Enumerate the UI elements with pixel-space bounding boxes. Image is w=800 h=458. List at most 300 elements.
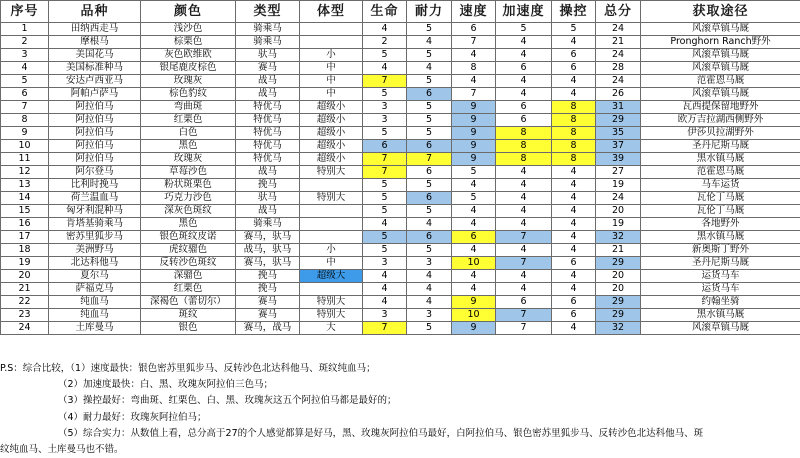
cell-stamina: 6 (407, 166, 452, 179)
cell-breed: 阿尔登马 (49, 166, 141, 179)
cell-acceleration: 6 (496, 62, 552, 75)
cell-speed: 9 (452, 101, 496, 114)
cell-total-score: 35 (596, 127, 641, 140)
cell-total-score: 21 (596, 36, 641, 49)
note-line: （4）耐力最好：玫瑰灰阿拉伯马； (0, 410, 800, 426)
cell-acceleration: 5 (496, 23, 552, 36)
cell-acceleration: 7 (496, 257, 552, 270)
cell-row-number: 15 (1, 205, 49, 218)
table-body (1, 23, 800, 335)
cell-stamina: 7 (407, 153, 452, 166)
header-cell: 操控 (552, 1, 596, 23)
cell-stamina: 5 (407, 322, 452, 335)
cell-handling: 5 (552, 23, 596, 36)
cell-total-score: 28 (596, 62, 641, 75)
cell-health: 3 (363, 101, 407, 114)
cell-horse-type: 战马 (236, 75, 300, 88)
cell-health: 7 (363, 75, 407, 88)
cell-acceleration: 6 (496, 101, 552, 114)
cell-body-size: 大 (300, 322, 363, 335)
cell-acquisition-location: 黑水镇马厩 (641, 231, 800, 244)
cell-row-number: 6 (1, 88, 49, 101)
cell-horse-type: 特优马 (236, 114, 300, 127)
cell-stamina: 4 (407, 296, 452, 309)
cell-acceleration: 7 (496, 309, 552, 322)
cell-handling: 4 (552, 322, 596, 335)
cell-handling: 4 (552, 231, 596, 244)
cell-coat-color: 银色 (141, 322, 236, 335)
cell-handling: 4 (552, 244, 596, 257)
cell-coat-color: 灰色欧维欧 (141, 49, 236, 62)
cell-body-size: 特别大 (300, 309, 363, 322)
header-cell: 品种 (49, 1, 141, 23)
cell-breed: 纯血马 (49, 309, 141, 322)
cell-stamina: 6 (407, 140, 452, 153)
cell-breed: 阿拉伯马 (49, 114, 141, 127)
cell-speed: 4 (452, 270, 496, 283)
cell-breed: 田纳西走马 (49, 23, 141, 36)
cell-handling: 6 (552, 296, 596, 309)
cell-handling: 8 (552, 101, 596, 114)
cell-coat-color: 红栗色 (141, 283, 236, 296)
cell-health: 4 (363, 62, 407, 75)
table-row (1, 88, 800, 101)
cell-health: 3 (363, 257, 407, 270)
cell-breed: 匈牙利混种马 (49, 205, 141, 218)
cell-body-size: 特别大 (300, 192, 363, 205)
cell-total-score: 32 (596, 231, 641, 244)
cell-row-number: 17 (1, 231, 49, 244)
cell-breed: 阿拉伯马 (49, 127, 141, 140)
table-row (1, 75, 800, 88)
cell-body-size: 超级小 (300, 153, 363, 166)
cell-acceleration: 4 (496, 75, 552, 88)
cell-body-size: 超级小 (300, 127, 363, 140)
cell-acceleration: 4 (496, 205, 552, 218)
cell-handling: 4 (552, 88, 596, 101)
header-cell: 类型 (236, 1, 300, 23)
cell-coat-color: 草莓沙色 (141, 166, 236, 179)
table-row (1, 244, 800, 257)
table-row (1, 309, 800, 322)
cell-acceleration: 7 (496, 322, 552, 335)
cell-row-number: 18 (1, 244, 49, 257)
cell-speed: 4 (452, 49, 496, 62)
cell-row-number: 2 (1, 36, 49, 49)
cell-breed: 土库曼马 (49, 322, 141, 335)
cell-acquisition-location: 风滚草镇马厩 (641, 62, 800, 75)
cell-breed: 夏尔马 (49, 270, 141, 283)
cell-horse-type: 骑乘马 (236, 36, 300, 49)
cell-coat-color: 虎纹骝色 (141, 244, 236, 257)
cell-acceleration: 4 (496, 244, 552, 257)
cell-horse-type: 挽马 (236, 270, 300, 283)
cell-acceleration: 8 (496, 140, 552, 153)
cell-body-size (300, 283, 363, 296)
cell-coat-color: 白色 (141, 127, 236, 140)
cell-row-number: 22 (1, 296, 49, 309)
note-line: 纹纯血马、土库曼马也不错。 (0, 442, 800, 458)
cell-coat-color: 巧克力沙色 (141, 192, 236, 205)
cell-body-size: 中 (300, 88, 363, 101)
cell-horse-type: 挽马 (236, 179, 300, 192)
header-cell: 颜色 (141, 1, 236, 23)
cell-total-score: 29 (596, 114, 641, 127)
cell-acquisition-location: 瓦伦丁马厩 (641, 205, 800, 218)
cell-acceleration: 8 (496, 153, 552, 166)
cell-total-score: 24 (596, 192, 641, 205)
cell-speed: 5 (452, 192, 496, 205)
cell-breed: 安达卢西亚马 (49, 75, 141, 88)
cell-handling: 8 (552, 127, 596, 140)
cell-speed: 4 (452, 283, 496, 296)
cell-handling: 4 (552, 75, 596, 88)
cell-health: 2 (363, 36, 407, 49)
cell-health: 7 (363, 322, 407, 335)
cell-handling: 6 (552, 49, 596, 62)
cell-stamina: 5 (407, 101, 452, 114)
cell-health: 5 (363, 179, 407, 192)
cell-breed: 美洲野马 (49, 244, 141, 257)
cell-coat-color: 弯曲斑 (141, 101, 236, 114)
cell-speed: 10 (452, 257, 496, 270)
cell-body-size (300, 23, 363, 36)
cell-health: 7 (363, 166, 407, 179)
cell-row-number: 1 (1, 23, 49, 36)
cell-horse-type: 赛马，战马 (236, 322, 300, 335)
cell-body-size (300, 179, 363, 192)
cell-coat-color: 棕栗色 (141, 36, 236, 49)
table-row (1, 322, 800, 335)
cell-breed: 北达科他马 (49, 257, 141, 270)
cell-health: 6 (363, 140, 407, 153)
cell-acquisition-location: 风滚草镇马厩 (641, 23, 800, 36)
cell-body-size: 特别大 (300, 166, 363, 179)
cell-stamina: 5 (407, 127, 452, 140)
cell-stamina: 5 (407, 114, 452, 127)
cell-total-score: 21 (596, 244, 641, 257)
cell-breed: 阿帕卢萨马 (49, 88, 141, 101)
cell-horse-type: 战马 (236, 205, 300, 218)
cell-acquisition-location: 马车运货 (641, 179, 800, 192)
cell-handling: 6 (552, 62, 596, 75)
cell-total-score: 26 (596, 88, 641, 101)
cell-speed: 4 (452, 205, 496, 218)
cell-stamina: 6 (407, 88, 452, 101)
cell-acceleration: 6 (496, 114, 552, 127)
cell-body-size (300, 218, 363, 231)
cell-acquisition-location: 各地野外 (641, 218, 800, 231)
cell-acquisition-location: 瓦西提保留地野外 (641, 101, 800, 114)
cell-handling: 8 (552, 153, 596, 166)
cell-breed: 阿拉伯马 (49, 153, 141, 166)
cell-handling: 8 (552, 140, 596, 153)
table-row (1, 101, 800, 114)
cell-row-number: 9 (1, 127, 49, 140)
table-row (1, 270, 800, 283)
cell-total-score: 27 (596, 166, 641, 179)
header-cell: 生命 (363, 1, 407, 23)
cell-speed: 9 (452, 296, 496, 309)
cell-horse-type: 骑乘马 (236, 23, 300, 36)
cell-row-number: 10 (1, 140, 49, 153)
cell-total-score: 19 (596, 218, 641, 231)
cell-handling: 6 (552, 309, 596, 322)
cell-breed: 美国花马 (49, 49, 141, 62)
cell-body-size: 小 (300, 244, 363, 257)
cell-total-score: 20 (596, 283, 641, 296)
cell-total-score: 29 (596, 296, 641, 309)
cell-acquisition-location: 风滚草镇马厩 (641, 322, 800, 335)
cell-body-size: 超级小 (300, 101, 363, 114)
cell-acceleration: 4 (496, 218, 552, 231)
cell-body-size: 超级小 (300, 114, 363, 127)
cell-total-score: 37 (596, 140, 641, 153)
cell-breed: 纯血马 (49, 296, 141, 309)
cell-health: 5 (363, 49, 407, 62)
cell-handling: 4 (552, 36, 596, 49)
cell-body-size: 超级大 (300, 270, 363, 283)
cell-stamina: 5 (407, 179, 452, 192)
cell-health: 7 (363, 153, 407, 166)
cell-acquisition-location: 风滚草镇马厩 (641, 49, 800, 62)
cell-horse-type: 特优马 (236, 140, 300, 153)
cell-breed: 摩根马 (49, 36, 141, 49)
cell-acquisition-location: 黑水镇马厩 (641, 309, 800, 322)
cell-total-score: 19 (596, 179, 641, 192)
cell-stamina: 4 (407, 62, 452, 75)
cell-stamina: 5 (407, 244, 452, 257)
table-row (1, 153, 800, 166)
cell-acceleration: 4 (496, 49, 552, 62)
cell-row-number: 4 (1, 62, 49, 75)
cell-speed: 6 (452, 231, 496, 244)
cell-stamina: 4 (407, 283, 452, 296)
cell-coat-color: 玫瑰灰 (141, 153, 236, 166)
cell-horse-type: 赛马，驮马 (236, 231, 300, 244)
cell-stamina: 4 (407, 270, 452, 283)
cell-row-number: 23 (1, 309, 49, 322)
cell-acquisition-location: Pronghorn Ranch野外 (641, 36, 800, 49)
cell-health: 4 (363, 270, 407, 283)
cell-row-number: 24 (1, 322, 49, 335)
cell-acquisition-location: 欧万吉拉湖西侧野外 (641, 114, 800, 127)
cell-horse-type: 战马 (236, 166, 300, 179)
cell-coat-color: 银色斑纹皮诺 (141, 231, 236, 244)
table-row (1, 23, 800, 36)
cell-acquisition-location: 范霍恩马厩 (641, 75, 800, 88)
cell-total-score: 24 (596, 75, 641, 88)
cell-breed: 阿拉伯马 (49, 101, 141, 114)
cell-speed: 7 (452, 36, 496, 49)
table-row (1, 257, 800, 270)
table-row (1, 36, 800, 49)
cell-coat-color: 粉状斑栗色 (141, 179, 236, 192)
cell-handling: 4 (552, 179, 596, 192)
cell-horse-type: 特优马 (236, 153, 300, 166)
table-row (1, 283, 800, 296)
cell-speed: 9 (452, 153, 496, 166)
cell-row-number: 21 (1, 283, 49, 296)
cell-coat-color: 棕色豹纹 (141, 88, 236, 101)
cell-coat-color: 深骝色 (141, 270, 236, 283)
cell-stamina: 6 (407, 231, 452, 244)
cell-health: 4 (363, 218, 407, 231)
cell-coat-color: 黑色 (141, 218, 236, 231)
note-line: P.S：综合比较，（1）速度最快：银色密苏里狐步马、反转沙色北达科他马、斑纹纯血马； (0, 361, 800, 377)
cell-health: 5 (363, 192, 407, 205)
cell-row-number: 8 (1, 114, 49, 127)
cell-stamina: 3 (407, 257, 452, 270)
cell-horse-type: 挽马 (236, 283, 300, 296)
cell-total-score: 39 (596, 153, 641, 166)
cell-handling: 4 (552, 283, 596, 296)
cell-total-score: 24 (596, 49, 641, 62)
cell-row-number: 13 (1, 179, 49, 192)
cell-body-size: 特别大 (300, 296, 363, 309)
cell-acquisition-location: 瓦伦丁马厩 (641, 192, 800, 205)
cell-stamina: 4 (407, 218, 452, 231)
cell-stamina: 3 (407, 309, 452, 322)
cell-body-size: 中 (300, 62, 363, 75)
cell-acquisition-location: 风滚草镇马厩 (641, 88, 800, 101)
cell-health: 4 (363, 23, 407, 36)
cell-horse-type: 特优马 (236, 127, 300, 140)
cell-acceleration: 4 (496, 36, 552, 49)
cell-speed: 4 (452, 179, 496, 192)
cell-horse-type: 驮马 (236, 192, 300, 205)
table-row (1, 62, 800, 75)
cell-stamina: 4 (407, 36, 452, 49)
cell-acceleration: 4 (496, 88, 552, 101)
cell-acceleration: 4 (496, 179, 552, 192)
cell-body-size: 中 (300, 257, 363, 270)
cell-row-number: 20 (1, 270, 49, 283)
cell-horse-type: 驮马 (236, 49, 300, 62)
cell-speed: 9 (452, 140, 496, 153)
cell-total-score: 20 (596, 205, 641, 218)
cell-acquisition-location: 运货马车 (641, 283, 800, 296)
cell-handling: 8 (552, 114, 596, 127)
cell-coat-color: 玫瑰灰 (141, 75, 236, 88)
cell-row-number: 7 (1, 101, 49, 114)
cell-speed: 10 (452, 309, 496, 322)
cell-breed: 萨福克马 (49, 283, 141, 296)
header-cell: 速度 (452, 1, 496, 23)
cell-acquisition-location: 圣丹尼斯马厩 (641, 140, 800, 153)
cell-row-number: 3 (1, 49, 49, 62)
cell-handling: 4 (552, 192, 596, 205)
cell-body-size: 中 (300, 75, 363, 88)
cell-speed: 9 (452, 127, 496, 140)
cell-health: 5 (363, 231, 407, 244)
cell-total-score: 29 (596, 309, 641, 322)
cell-body-size (300, 205, 363, 218)
header-cell: 体型 (300, 1, 363, 23)
cell-row-number: 12 (1, 166, 49, 179)
cell-health: 3 (363, 309, 407, 322)
cell-stamina: 5 (407, 75, 452, 88)
header-cell: 耐力 (407, 1, 452, 23)
cell-coat-color: 浅沙色 (141, 23, 236, 36)
cell-health: 5 (363, 244, 407, 257)
cell-health: 4 (363, 296, 407, 309)
cell-speed: 9 (452, 114, 496, 127)
cell-total-score: 24 (596, 23, 641, 36)
cell-acceleration: 4 (496, 270, 552, 283)
cell-stamina: 6 (407, 192, 452, 205)
note-line: （3）操控最好：弯曲斑、红栗色、白、黑、玫瑰灰这五个阿拉伯马都是最好的； (0, 393, 800, 409)
cell-breed: 密苏里狐步马 (49, 231, 141, 244)
cell-horse-type: 特优马 (236, 101, 300, 114)
cell-breed: 肯塔基骑乘马 (49, 218, 141, 231)
cell-coat-color: 银尾鹿皮棕色 (141, 62, 236, 75)
cell-acquisition-location: 新奥斯丁野外 (641, 244, 800, 257)
cell-total-score: 20 (596, 270, 641, 283)
cell-health: 5 (363, 205, 407, 218)
cell-handling: 6 (552, 257, 596, 270)
table-row (1, 205, 800, 218)
cell-acquisition-location: 伊莎贝拉湖野外 (641, 127, 800, 140)
cell-acceleration: 7 (496, 231, 552, 244)
note-line: （2）加速度最快：白、黑、玫瑰灰阿拉伯三色马； (0, 377, 800, 393)
cell-coat-color: 红栗色 (141, 114, 236, 127)
notes-section (0, 361, 800, 458)
cell-horse-type: 赛马 (236, 296, 300, 309)
cell-coat-color: 斑纹 (141, 309, 236, 322)
header-cell: 获取途径 (641, 1, 800, 23)
cell-acceleration: 8 (496, 127, 552, 140)
cell-total-score: 31 (596, 101, 641, 114)
cell-breed: 荷兰温血马 (49, 192, 141, 205)
note-line: （5）综合实力：从数值上看，总分高于27的个人感觉都算是好马，黑、玫瑰灰阿拉伯马最好，白阿拉伯马、银色密苏里狐步马、反转沙色北达科他马、斑 (0, 426, 800, 442)
cell-handling: 4 (552, 218, 596, 231)
cell-speed: 7 (452, 88, 496, 101)
cell-acceleration: 4 (496, 166, 552, 179)
header-cell: 序号 (1, 1, 49, 23)
cell-horse-type: 赛马 (236, 62, 300, 75)
cell-coat-color: 黑色 (141, 140, 236, 153)
cell-total-score: 32 (596, 322, 641, 335)
table-row (1, 140, 800, 153)
cell-breed: 阿拉伯马 (49, 140, 141, 153)
cell-horse-type: 战马 (236, 88, 300, 101)
cell-total-score: 29 (596, 257, 641, 270)
cell-acquisition-location: 运货马车 (641, 270, 800, 283)
cell-coat-color: 深褐色（蕾切尔） (141, 296, 236, 309)
table-row (1, 49, 800, 62)
cell-row-number: 14 (1, 192, 49, 205)
cell-health: 5 (363, 127, 407, 140)
table-row (1, 192, 800, 205)
header-cell: 加速度 (496, 1, 552, 23)
cell-handling: 4 (552, 205, 596, 218)
cell-handling: 4 (552, 166, 596, 179)
cell-horse-type: 骑乘马 (236, 218, 300, 231)
cell-horse-type: 赛马，驮马 (236, 257, 300, 270)
cell-handling: 4 (552, 270, 596, 283)
cell-body-size: 超级小 (300, 140, 363, 153)
cell-row-number: 11 (1, 153, 49, 166)
cell-body-size (300, 36, 363, 49)
cell-speed: 5 (452, 166, 496, 179)
cell-stamina: 5 (407, 23, 452, 36)
cell-acceleration: 6 (496, 296, 552, 309)
cell-acquisition-location: 圣丹尼斯马厩 (641, 257, 800, 270)
cell-body-size: 小 (300, 49, 363, 62)
cell-horse-type: 战马，驮马 (236, 244, 300, 257)
cell-row-number: 5 (1, 75, 49, 88)
